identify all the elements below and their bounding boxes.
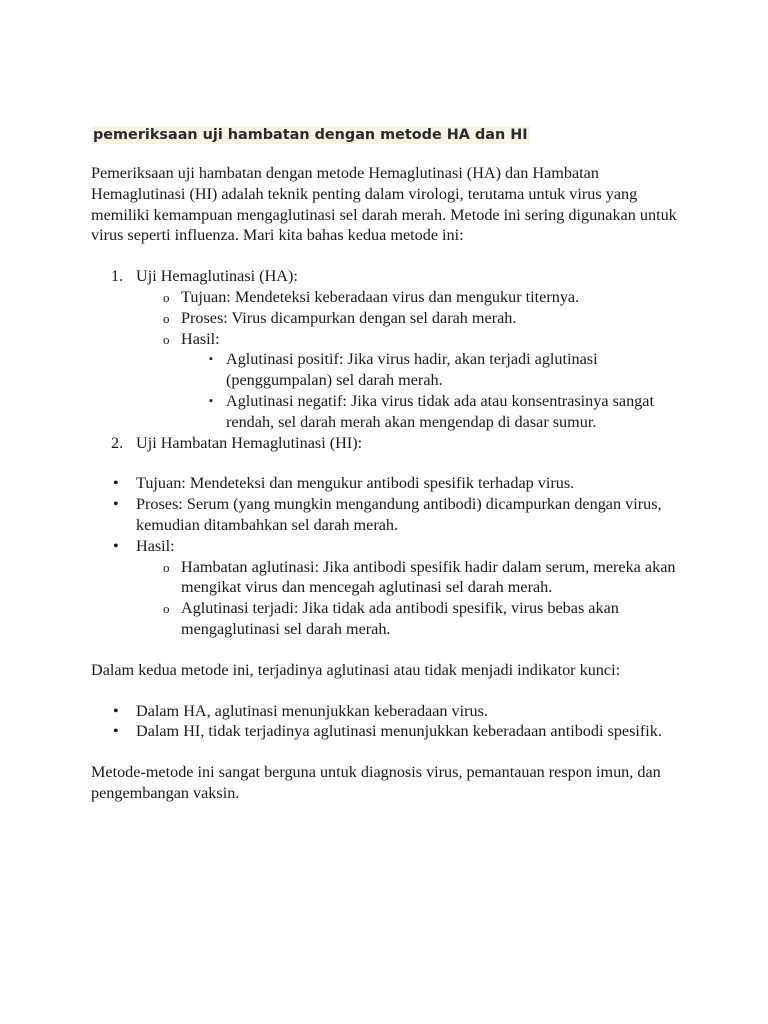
bullet-icon: • xyxy=(113,701,119,720)
bullet-icon: • xyxy=(113,536,119,555)
intro-paragraph: Pemeriksaan uji hambatan dengan metode Hemaglutinasi (HA) dan Hambatan Hemaglutinasi (HI) adalah teknik penting dalam virologi, terutama untuk virus yang memiliki kemampuan mengaglutinasi sel darah merah. Metode ini sering digunakan untuk virus seperti influenza. Mari kita bahas kedua metode ini: xyxy=(91,164,677,245)
document-body xyxy=(91,126,691,804)
method-list xyxy=(91,266,691,453)
circle-bullet-icon: o xyxy=(163,601,170,617)
list-item: o Tujuan: Mendeteksi keberadaan virus dan mengukur titernya. xyxy=(136,287,691,308)
list-item-hi xyxy=(91,433,691,454)
square-bullet-icon: ▪ xyxy=(209,394,213,407)
list-item: • Dalam HA, aglutinasi menunjukkan keberadaan virus. xyxy=(113,701,488,720)
list-item: ▪ Aglutinasi positif: Jika virus hadir, akan terjadi aglutinasi (penggumpalan) sel darah merah. xyxy=(209,350,598,390)
closing-paragraph: Metode-metode ini sangat berguna untuk diagnosis virus, pemantauan respon imun, dan pengembangan vaksin. xyxy=(91,763,661,802)
ha-heading: Uji Hemaglutinasi (HA): xyxy=(136,267,298,286)
page-title: pemeriksaan uji hambatan dengan metode HA dan HI xyxy=(93,127,528,143)
list-item: • Hasil: o Hambatan aglutinasi: Jika antibodi spesifik hadir dalam serum, mereka akan mengikat virus dan mencegah aglutinasi sel darah merah. o Aglutinasi terjadi: Jika tidak ada antibodi spesifik, virus bebas akan mengaglutinasi sel darah merah. xyxy=(91,536,691,640)
circle-bullet-icon: o xyxy=(163,289,170,305)
list-item: • Proses: Serum (yang mungkin mengandung antibodi) dicampurkan dengan virus, kemudian ditambahkan sel darah merah. xyxy=(113,495,662,534)
list-item: o Hambatan aglutinasi: Jika antibodi spesifik hadir dalam serum, mereka akan mengikat virus dan mencegah aglutinasi sel darah merah. xyxy=(163,557,676,597)
hi-list xyxy=(91,473,691,639)
circle-bullet-icon: o xyxy=(163,310,170,326)
list-number: 2. xyxy=(111,433,124,452)
circle-bullet-icon: o xyxy=(163,559,170,575)
bullet-icon: • xyxy=(113,722,119,741)
circle-bullet-icon: o xyxy=(163,331,170,347)
ha-result-list xyxy=(181,349,691,432)
ha-sublist xyxy=(136,287,691,433)
list-item: • Dalam HI, tidak terjadinya aglutinasi menunjukkan keberadaan antibodi spesifik. xyxy=(113,722,662,741)
list-item: ▪ Aglutinasi negatif: Jika virus tidak ada atau konsentrasinya sangat rendah, sel darah merah akan mengendap di dasar sumur. xyxy=(209,391,654,431)
square-bullet-icon: ▪ xyxy=(209,353,213,366)
list-item-ha xyxy=(91,266,691,432)
hi-result-list xyxy=(136,557,691,640)
summary-list xyxy=(91,701,691,743)
list-item: • Tujuan: Mendeteksi dan mengukur antibodi spesifik terhadap virus. xyxy=(113,474,575,493)
list-item: o Hasil: ▪ Aglutinasi positif: Jika virus hadir, akan terjadi aglutinasi (penggumpalan) sel darah merah. ▪ Aglutinasi negatif: Jika virus tidak ada atau konsentrasinya sangat rendah, sel darah merah akan mengendap di dasar sumur. xyxy=(136,329,691,433)
bullet-icon: • xyxy=(113,474,119,493)
list-item: o Aglutinasi terjadi: Jika tidak ada antibodi spesifik, virus bebas akan mengaglutinasi sel darah merah. xyxy=(163,599,619,638)
list-number: 1. xyxy=(111,267,124,286)
bullet-icon: • xyxy=(113,495,119,514)
summary-lead: Dalam kedua metode ini, terjadinya aglutinasi atau tidak menjadi indikator kunci: xyxy=(91,660,621,679)
list-item: o Proses: Virus dicampurkan dengan sel darah merah. xyxy=(136,308,691,329)
hi-heading: Uji Hambatan Hemaglutinasi (HI): xyxy=(136,433,363,452)
